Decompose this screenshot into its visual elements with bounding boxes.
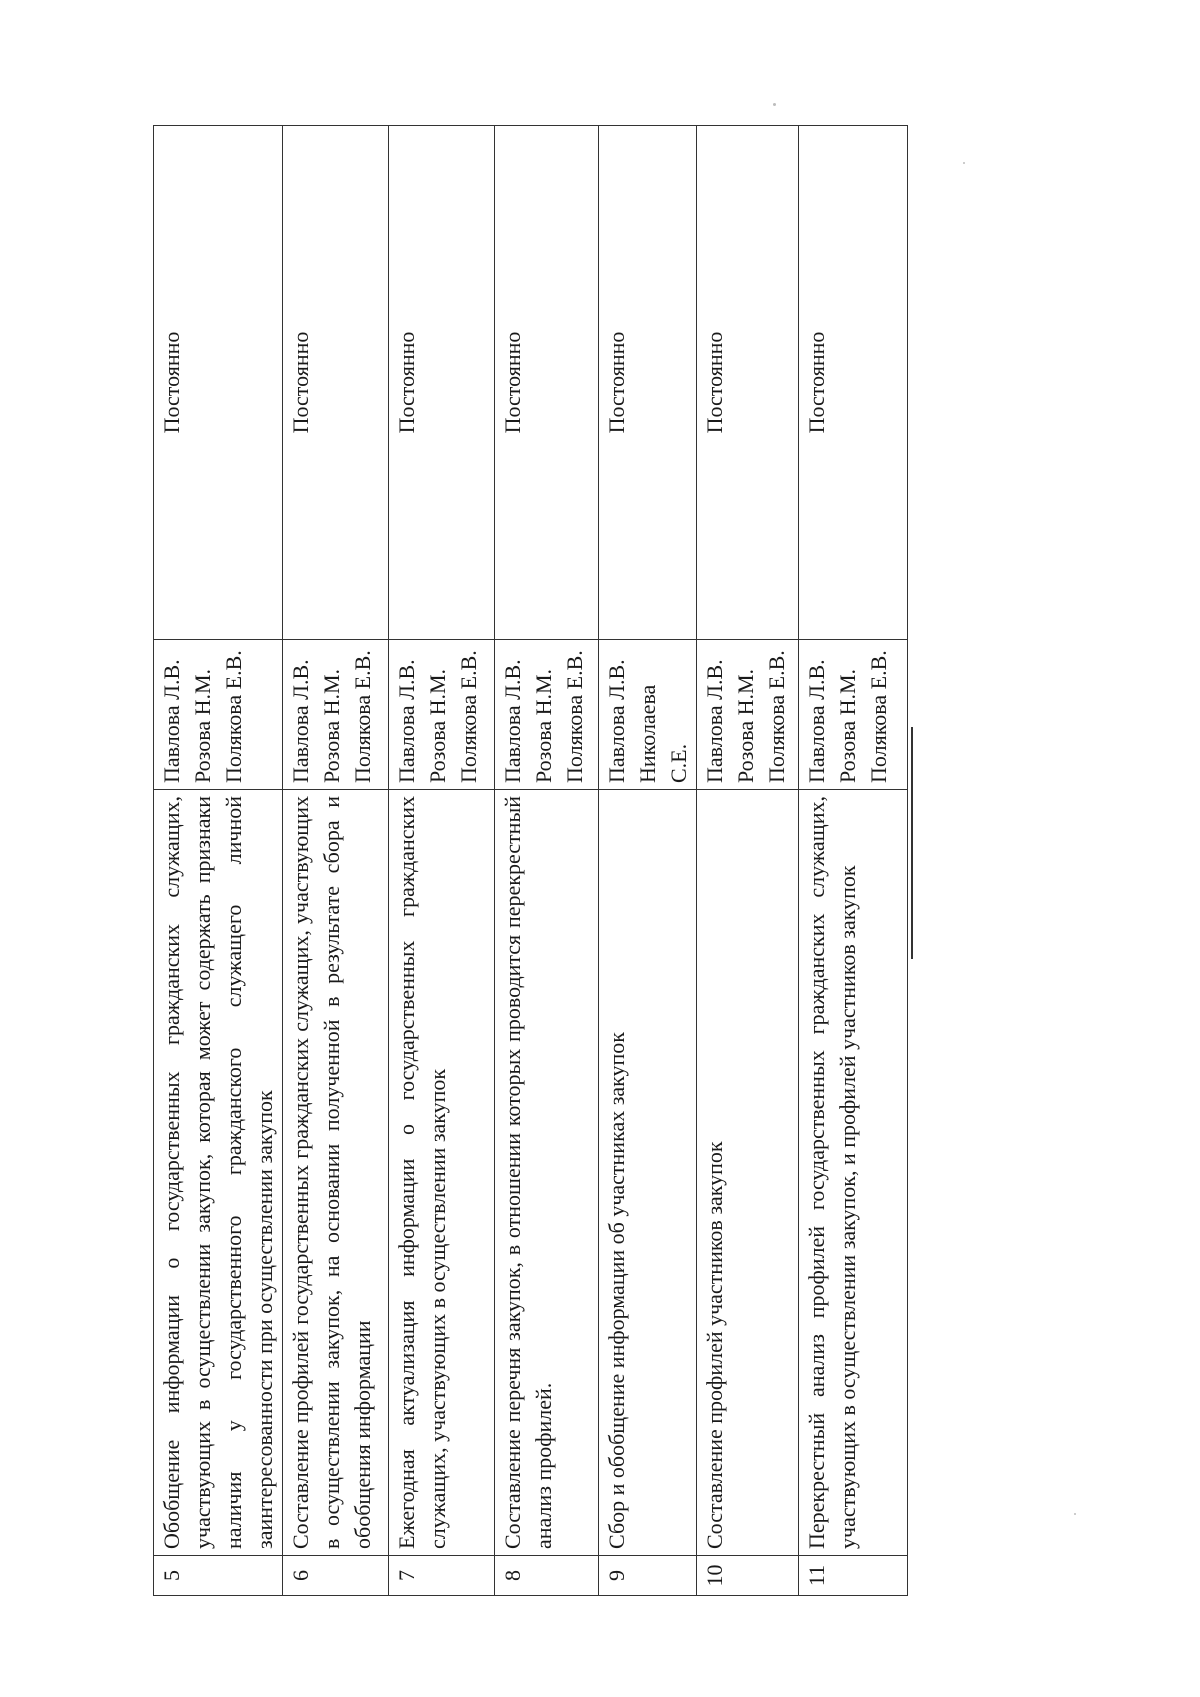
row-number: 11 xyxy=(799,1556,908,1596)
table-row xyxy=(799,126,908,1596)
table-row xyxy=(599,126,697,1596)
deadline: Постоянно xyxy=(599,126,697,640)
responsible-person: Полякова Е.В. xyxy=(866,650,891,783)
responsible-person: Павлова Л.В. xyxy=(394,659,419,783)
responsible-person: Розова Н.М. xyxy=(425,668,450,783)
scan-speck xyxy=(963,162,965,164)
measure-text: Ежегодная актуализация информации о государственных гражданских служащих, участвующих в осуществлении закупок xyxy=(389,790,495,1556)
responsible-person: Павлова Л.В. xyxy=(159,659,184,783)
responsible-cell xyxy=(154,640,283,790)
row-number: 5 xyxy=(154,1556,283,1596)
measure-text: Составление перечня закупок, в отношении которых проводится перекрестный анализ профилей. xyxy=(495,790,599,1556)
responsible-person: Николаева С.Е. xyxy=(635,684,691,783)
deadline: Постоянно xyxy=(389,126,495,640)
row-number: 10 xyxy=(697,1556,799,1596)
responsible-person: Розова Н.М. xyxy=(835,668,860,783)
responsible-person: Павлова Л.В. xyxy=(604,659,629,783)
deadline: Постоянно xyxy=(154,126,283,640)
table-row xyxy=(389,126,495,1596)
responsible-cell xyxy=(599,640,697,790)
measure-text: Сбор и обобщение информации об участниках закупок xyxy=(599,790,697,1556)
table-row xyxy=(154,126,283,1596)
responsible-cell xyxy=(389,640,495,790)
responsible-person: Полякова Е.В. xyxy=(456,650,481,783)
responsible-person: Павлова Л.В. xyxy=(804,659,829,783)
table-row xyxy=(697,126,799,1596)
table-row xyxy=(495,126,599,1596)
measures-table xyxy=(153,125,908,1596)
responsible-cell xyxy=(799,640,908,790)
responsible-person: Павлова Л.В. xyxy=(702,659,727,783)
scan-speck xyxy=(1074,1513,1076,1515)
responsible-person: Павлова Л.В. xyxy=(288,659,313,783)
responsible-person: Павлова Л.В. xyxy=(500,659,525,783)
measure-text: Обобщение информации о государственных гражданских служащих, участвующих в осуществлении закупок, которая может содержать признаки наличия у государственного гражданского служащего личной заинтересованности при осуществлении закупок xyxy=(154,790,283,1556)
responsible-person: Полякова Е.В. xyxy=(221,650,246,783)
deadline: Постоянно xyxy=(283,126,389,640)
deadline: Постоянно xyxy=(495,126,599,640)
row-number: 9 xyxy=(599,1556,697,1596)
responsible-person: Полякова Е.В. xyxy=(764,650,789,783)
row-number: 6 xyxy=(283,1556,389,1596)
measure-text: Составление профилей участников закупок xyxy=(697,790,799,1556)
table-row xyxy=(283,126,389,1596)
responsible-person: Розова Н.М. xyxy=(531,668,556,783)
responsible-cell xyxy=(283,640,389,790)
end-of-document-line xyxy=(911,727,913,959)
responsible-person: Полякова Е.В. xyxy=(350,650,375,783)
row-number: 8 xyxy=(495,1556,599,1596)
rotated-table-area xyxy=(153,126,891,1596)
measure-text: Перекрестный анализ профилей государственных гражданских служащих, участвующих в осуществлении закупок, и профилей участников закупок xyxy=(799,790,908,1556)
responsible-person: Розова Н.М. xyxy=(319,668,344,783)
responsible-cell xyxy=(495,640,599,790)
measure-text: Составление профилей государственных гражданских служащих, участвующих в осуществлении закупок, на основании полученной в результате сбора и обобщения информации xyxy=(283,790,389,1556)
responsible-person: Полякова Е.В. xyxy=(562,650,587,783)
responsible-person: Розова Н.М. xyxy=(190,668,215,783)
scan-speck xyxy=(773,103,776,106)
deadline: Постоянно xyxy=(697,126,799,640)
row-number: 7 xyxy=(389,1556,495,1596)
responsible-cell xyxy=(697,640,799,790)
responsible-person: Розова Н.М. xyxy=(733,668,758,783)
deadline: Постоянно xyxy=(799,126,908,640)
